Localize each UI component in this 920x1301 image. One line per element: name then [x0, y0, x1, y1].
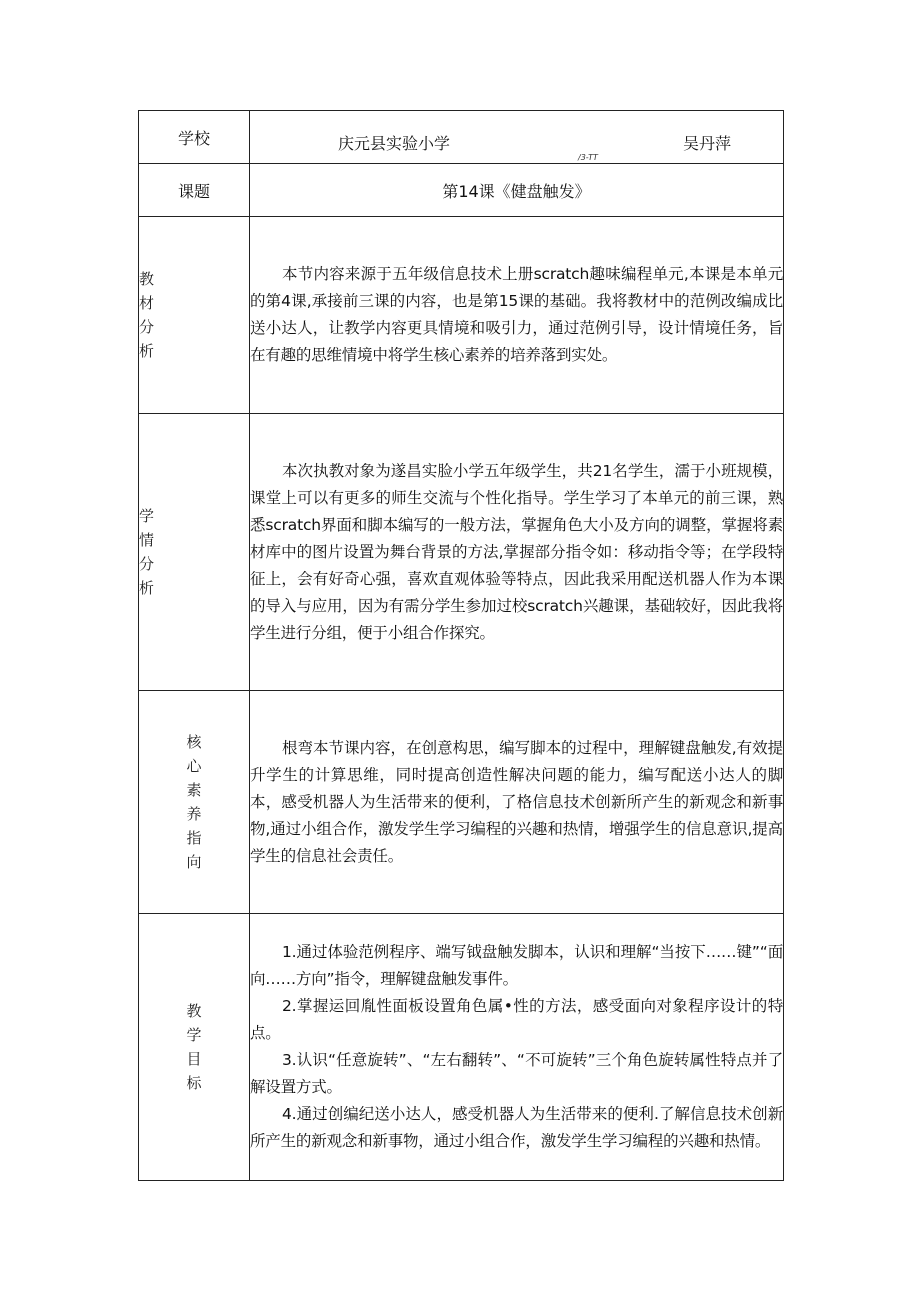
topic-label: 课题 [139, 164, 250, 217]
materials-label-char: 分 [139, 318, 155, 336]
students-content [250, 414, 784, 691]
core-label-char: 素 [186, 781, 202, 799]
materials-label-char: 材 [139, 294, 155, 312]
core-label [139, 691, 250, 914]
school-label: 学校 [139, 111, 250, 164]
materials-label [139, 217, 250, 414]
students-label-char: 分 [139, 555, 155, 573]
goals-label-char: 教 [186, 1002, 202, 1020]
students-label-char: 学 [139, 507, 155, 525]
materials-content [250, 217, 784, 414]
students-text: 本次执教对象为遂昌实脸小学五年级学生，共21名学生，濡于小班规模，课堂上可以有更多的师生交流与个性化指导。学生学习了本单元的前三课，熟悉scratch界面和脚本编写的一般方法，掌握角色大小及方向的调整，掌握将素材库中的图片设置为舞台背景的方法,掌握部分指令如：移动指令等；在学段特征上，会有好奇心强，喜欢直观体验等特点，因此我采用配送机器人作为本课的导入与应用，因为有需分学生参加过校scratch兴趣课，基础较好，因此我将学生进行分组，便于小组合作探究。 [250, 461, 783, 642]
materials-row [139, 217, 784, 414]
core-label-char: 指 [186, 829, 202, 847]
core-row [139, 691, 784, 914]
goals-content [250, 914, 784, 1181]
school-name: 庆元县实验小学 [338, 134, 451, 153]
goal-item: 2.掌握运回胤性面板设置角色属•性的方法，感受面向对象程序设计的特点。 [250, 997, 783, 1042]
students-row [139, 414, 784, 691]
students-label [139, 414, 250, 691]
materials-label-char: 析 [139, 342, 155, 360]
goals-label-char: 目 [186, 1050, 202, 1068]
goals-label-char: 学 [186, 1026, 202, 1044]
core-label-char: 养 [186, 805, 202, 823]
students-label-char: 析 [139, 579, 155, 597]
goal-item: 4.通过创编纪送小达人，感受机器人为生活带来的便利.了解信息技术创新所产生的新观念和新事物，通过小组合作，激发学生学习编程的兴趣和热情。 [250, 1105, 783, 1150]
topic-row [139, 164, 784, 217]
core-content [250, 691, 784, 914]
lesson-plan-table [138, 110, 784, 1181]
materials-label-char: 教 [139, 270, 155, 288]
goal-item: 3.认识“任意旋转”、“左右翻转”、“不可旋转”三个角色旋转属性特点并了解设置方式。 [250, 1051, 783, 1096]
core-label-char: 心 [186, 757, 202, 775]
lesson-title: 第14课《健盘触发》 [250, 164, 784, 217]
small-mark: /3-TT [578, 153, 598, 162]
core-label-char: 核 [186, 733, 202, 751]
goals-label-char: 标 [186, 1074, 202, 1092]
core-label-char: 向 [186, 853, 202, 871]
teacher-name: 吴丹萍 [683, 134, 732, 153]
school-row [139, 111, 784, 164]
goal-item: 1.通过体验范例程序、端写钺盘触发脚本，认识和理解“当按下……键”“面向……方向”指令，理解键盘触发事件。 [250, 943, 783, 988]
students-label-char: 情 [139, 531, 155, 549]
materials-text: 本节内容来源于五年级信息技术上册scratch趣味编程单元,本课是本单元的第4课,承接前三课的内容，也是第15课的基础。我将教材中的范例改编成比送小达人，让教学内容更具情境和吸引力，通过范例引导，设计情境任务，旨在有趣的思维情境中将学生核心素养的培养落到实处。 [250, 265, 783, 364]
goals-row [139, 914, 784, 1181]
goals-label [139, 914, 250, 1181]
school-info-cell [250, 111, 784, 164]
core-text: 根弯本节课内容，在创意构思，编写脚本的过程中，理解键盘触发,有效提升学生的计算思维，同时提高创造性解决问题的能力，编写配送小达人的脚本，感受机器人为生活带来的便利，了格信息技术创新所产生的新观念和新事物,通过小组合作，激发学生学习编程的兴趣和热情，增强学生的信息意识,提高学生的信息社会责任。 [250, 738, 783, 865]
